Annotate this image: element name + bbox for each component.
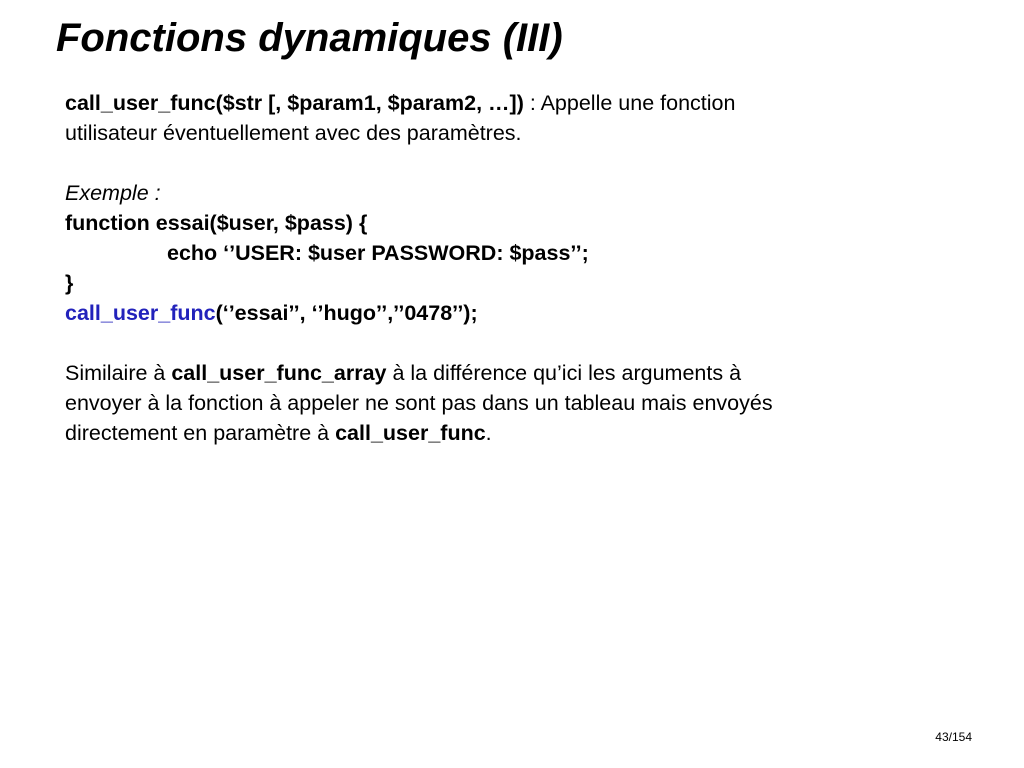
code-line-closing-brace: }: [65, 271, 74, 295]
note-text: directement en paramètre à: [65, 421, 336, 445]
note-line2: envoyer à la fonction à appeler ne sont pas dans un tableau mais envoyés: [65, 391, 773, 415]
intro-paragraph: [65, 88, 965, 118]
call-function-name: call_user_func: [65, 301, 216, 325]
note-text: à la différence qu’ici les arguments à: [386, 361, 742, 385]
note-function-name: call_user_func: [335, 421, 486, 445]
function-signature: call_user_func($str [, $param1, $param2, …]): [65, 91, 524, 115]
note-line1: [65, 358, 965, 388]
note-text: Similaire à: [65, 361, 172, 385]
code-line-echo: echo ‘’USER: $user PASSWORD: $pass’’;: [167, 241, 589, 265]
call-arguments: (‘’essai’’, ‘’hugo’’,’’0478’’);: [215, 301, 478, 325]
note-function-array: call_user_func_array: [171, 361, 387, 385]
code-line-call: [65, 298, 965, 328]
intro-description-line2: utilisateur éventuellement avec des paramètres.: [65, 121, 522, 145]
intro-description: : Appelle une fonction: [523, 91, 736, 115]
code-line-function-declaration: function essai($user, $pass) {: [65, 211, 368, 235]
page-number: 43/154: [935, 730, 972, 744]
slide-title: Fonctions dynamiques (III): [56, 16, 563, 60]
note-line3: [65, 418, 965, 448]
slide-body: [65, 88, 965, 448]
example-label: Exemple :: [65, 181, 161, 205]
spacer: [65, 328, 965, 358]
note-text: .: [485, 421, 492, 445]
spacer: [65, 148, 965, 178]
